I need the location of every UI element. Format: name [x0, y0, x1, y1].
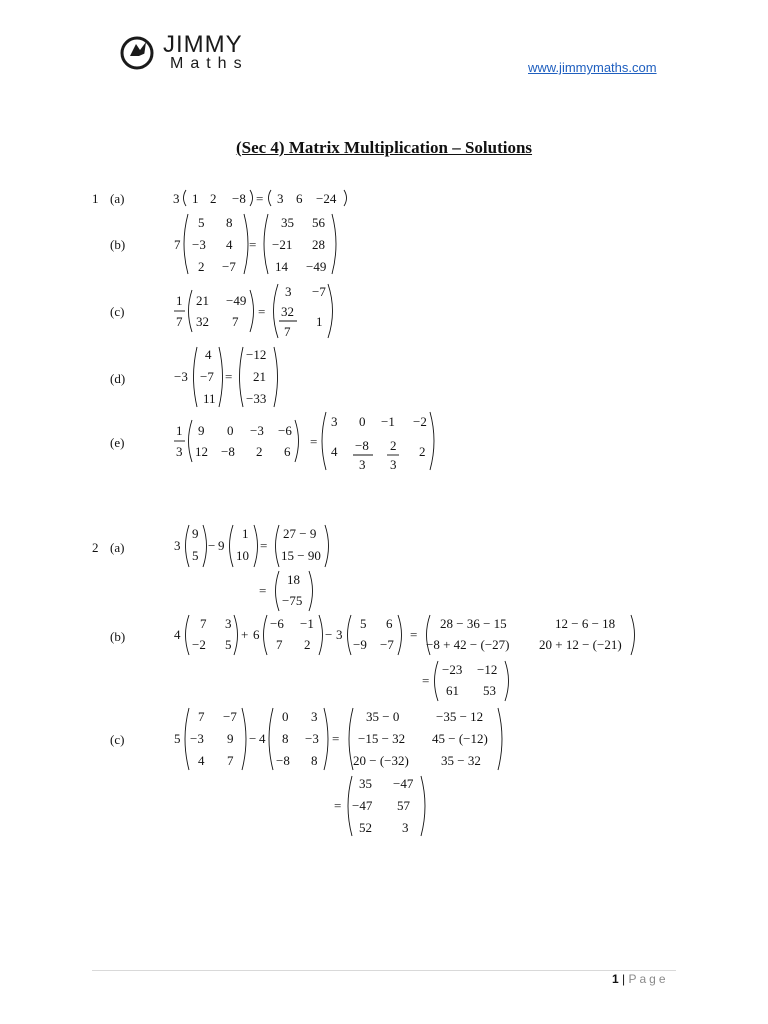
- matrix-entry: 20 − (−32): [353, 753, 409, 768]
- q1d-equation: [170, 344, 310, 410]
- matrix-entry: 10: [236, 548, 249, 563]
- fraction-denominator: 3: [359, 457, 366, 472]
- matrix-entry: 9: [192, 526, 199, 541]
- matrix-entry: −49: [226, 293, 247, 308]
- matrix-entry: −49: [306, 259, 327, 274]
- matrix-entry: −7: [222, 259, 236, 274]
- matrix-entry: −3: [305, 731, 319, 746]
- matrix-entry: 4: [331, 444, 338, 459]
- jimmy-maths-logo-icon: [118, 34, 156, 72]
- matrix-entry: 0: [282, 709, 289, 724]
- q2-part-c-label: (c): [110, 732, 125, 747]
- matrix-entry: 3: [285, 284, 292, 299]
- matrix-entry: −7: [380, 637, 394, 652]
- page-title: (Sec 4) Matrix Multiplication – Solutions: [235, 138, 533, 157]
- fraction-numerator: 2: [390, 438, 397, 453]
- matrix-entry: 35 − 0: [366, 709, 400, 724]
- matrix-entry: 21: [196, 293, 209, 308]
- matrix-entry: 35: [281, 215, 294, 230]
- matrix-entry: −8 + 42 − (−27): [426, 637, 510, 652]
- matrix-entry: −1: [300, 616, 314, 631]
- matrix-entry: 0: [227, 423, 234, 438]
- matrix-entry: 12: [195, 444, 208, 459]
- fraction-numerator: 32: [281, 304, 294, 319]
- matrix-entry: 61: [446, 683, 459, 698]
- matrix-entry: 52: [359, 820, 372, 835]
- coefficient: 3: [174, 538, 181, 553]
- equals-sign: =: [422, 673, 430, 688]
- q1a-equation: [170, 186, 370, 210]
- footer-divider: [92, 970, 676, 971]
- matrix-entry: 9: [198, 423, 205, 438]
- matrix-entry: 1: [242, 526, 249, 541]
- matrix-entry: 7: [227, 753, 234, 768]
- equals-sign: =: [258, 304, 266, 319]
- coefficient: 7: [174, 237, 181, 252]
- matrix-entry: 2: [210, 191, 217, 206]
- matrix-entry: −24: [316, 191, 337, 206]
- q2c-equation: [170, 705, 510, 775]
- matrix-entry: −35 − 12: [436, 709, 484, 724]
- matrix-entry: −23: [442, 662, 463, 677]
- coefficient: −3: [174, 369, 188, 384]
- page-number: 1: [612, 972, 619, 986]
- matrix-entry: 8: [226, 215, 233, 230]
- fraction-numerator: 1: [176, 293, 183, 308]
- q2-part-a-label: (a): [110, 540, 125, 555]
- matrix-entry: −7: [312, 284, 326, 299]
- fraction-numerator: 1: [176, 423, 183, 438]
- equals-sign: =: [259, 583, 267, 598]
- matrix-entry: 14: [275, 259, 288, 274]
- matrix-entry: −8: [232, 191, 246, 206]
- website-link[interactable]: www.jimmymaths.com: [528, 60, 657, 75]
- q2b-equation: [170, 612, 650, 660]
- matrix-entry: 5: [225, 637, 232, 652]
- equals-sign: =: [410, 627, 418, 642]
- footer-separator: |: [622, 972, 626, 986]
- matrix-entry: −6: [270, 616, 284, 631]
- matrix-entry: 4: [226, 237, 233, 252]
- matrix-entry: 20 + 12 − (−21): [539, 637, 622, 652]
- operator: −: [208, 538, 216, 553]
- matrix-entry: 15 − 90: [281, 548, 321, 563]
- q1-part-b-label: (b): [110, 237, 126, 252]
- q1-part-d-label: (d): [110, 371, 126, 386]
- equals-sign: =: [332, 731, 340, 746]
- matrix-entry: 7: [198, 709, 205, 724]
- matrix-entry: 35: [359, 776, 372, 791]
- matrix-entry: 5: [192, 548, 199, 563]
- matrix-entry: −8: [276, 753, 290, 768]
- matrix-entry: 6: [296, 191, 303, 206]
- q2a-result: [255, 568, 325, 614]
- page-footer: [612, 972, 669, 986]
- q1b-equation: [170, 210, 370, 280]
- matrix-entry: −12: [246, 347, 267, 362]
- matrix-entry: −3: [190, 731, 204, 746]
- operator: −: [249, 731, 257, 746]
- matrix-entry: −3: [250, 423, 264, 438]
- q2b-result: [418, 658, 518, 704]
- equals-sign: =: [260, 538, 268, 553]
- matrix-entry: −1: [381, 414, 395, 429]
- matrix-entry: 5: [198, 215, 205, 230]
- fraction-numerator: −8: [355, 438, 369, 453]
- q1-part-c-label: (c): [110, 304, 125, 319]
- matrix-entry: 4: [198, 753, 205, 768]
- matrix-entry: −75: [282, 593, 303, 608]
- matrix-entry: 57: [397, 798, 410, 813]
- matrix-entry: −47: [393, 776, 414, 791]
- coefficient: 6: [253, 627, 260, 642]
- equals-sign: =: [334, 798, 342, 813]
- matrix-entry: 7: [232, 314, 239, 329]
- q1c-equation: [170, 282, 370, 342]
- matrix-entry: 32: [196, 314, 209, 329]
- matrix-entry: −3: [192, 237, 206, 252]
- matrix-entry: −21: [272, 237, 293, 252]
- operator: −: [325, 627, 333, 642]
- matrix-entry: 3: [331, 414, 338, 429]
- page-label: Page: [628, 972, 669, 986]
- matrix-entry: 3: [277, 191, 284, 206]
- matrix-entry: 27 − 9: [283, 526, 317, 541]
- matrix-entry: 56: [312, 215, 325, 230]
- matrix-entry: 11: [203, 391, 216, 406]
- operator: +: [241, 627, 249, 642]
- equals-sign: =: [256, 191, 264, 206]
- matrix-entry: 21: [253, 369, 266, 384]
- question-number-2: 2: [92, 540, 99, 555]
- coefficient: 3: [336, 627, 343, 642]
- fraction-denominator: 7: [284, 324, 291, 339]
- matrix-entry: −7: [200, 369, 214, 384]
- q2-part-b-label: (b): [110, 629, 126, 644]
- matrix-entry: 4: [205, 347, 212, 362]
- equals-sign: =: [225, 369, 233, 384]
- q1e-equation: [170, 410, 460, 474]
- matrix-entry: 2: [198, 259, 205, 274]
- fraction-denominator: 3: [390, 457, 397, 472]
- matrix-entry: −7: [223, 709, 237, 724]
- matrix-entry: 8: [311, 753, 318, 768]
- coefficient: 3: [173, 191, 180, 206]
- matrix-entry: 8: [282, 731, 289, 746]
- matrix-entry: −12: [477, 662, 498, 677]
- matrix-entry: −8: [221, 444, 235, 459]
- matrix-entry: 3: [402, 820, 409, 835]
- matrix-entry: 45 − (−12): [432, 731, 488, 746]
- matrix-entry: 1: [316, 314, 323, 329]
- q1-part-a-label: (a): [110, 191, 125, 206]
- matrix-entry: 2: [256, 444, 263, 459]
- matrix-entry: 18: [287, 572, 300, 587]
- matrix-entry: −6: [278, 423, 292, 438]
- equals-sign: =: [310, 434, 318, 449]
- matrix-entry: −33: [246, 391, 267, 406]
- q2c-result: [330, 773, 440, 841]
- matrix-entry: 1: [192, 191, 199, 206]
- matrix-entry: 53: [483, 683, 496, 698]
- matrix-entry: 6: [386, 616, 393, 631]
- matrix-entry: 2: [419, 444, 426, 459]
- equals-sign: =: [249, 237, 257, 252]
- matrix-entry: 6: [284, 444, 291, 459]
- matrix-entry: 0: [359, 414, 366, 429]
- matrix-entry: 12 − 6 − 18: [555, 616, 616, 631]
- matrix-entry: 2: [304, 637, 311, 652]
- logo-subtitle: Maths: [170, 55, 249, 72]
- fraction-denominator: 7: [176, 314, 183, 329]
- matrix-entry: 28 − 36 − 15: [440, 616, 507, 631]
- matrix-entry: −2: [192, 637, 206, 652]
- matrix-entry: 35 − 32: [441, 753, 481, 768]
- matrix-entry: 7: [276, 637, 283, 652]
- matrix-entry: 3: [311, 709, 318, 724]
- matrix-entry: 7: [200, 616, 207, 631]
- q2a-equation: [170, 522, 350, 570]
- matrix-entry: 28: [312, 237, 325, 252]
- coefficient: 4: [259, 731, 266, 746]
- matrix-entry: 9: [227, 731, 234, 746]
- question-number-1: 1: [92, 191, 99, 206]
- matrix-entry: 5: [360, 616, 367, 631]
- logo-word: JIMMY: [163, 31, 243, 58]
- matrix-entry: −47: [352, 798, 373, 813]
- coefficient: 4: [174, 627, 181, 642]
- q1-part-e-label: (e): [110, 435, 125, 450]
- matrix-entry: 3: [225, 616, 232, 631]
- matrix-entry: −2: [413, 414, 427, 429]
- matrix-entry: −15 − 32: [358, 731, 406, 746]
- fraction-denominator: 3: [176, 444, 183, 459]
- coefficient: 9: [218, 538, 225, 553]
- matrix-entry: −9: [353, 637, 367, 652]
- coefficient: 5: [174, 731, 181, 746]
